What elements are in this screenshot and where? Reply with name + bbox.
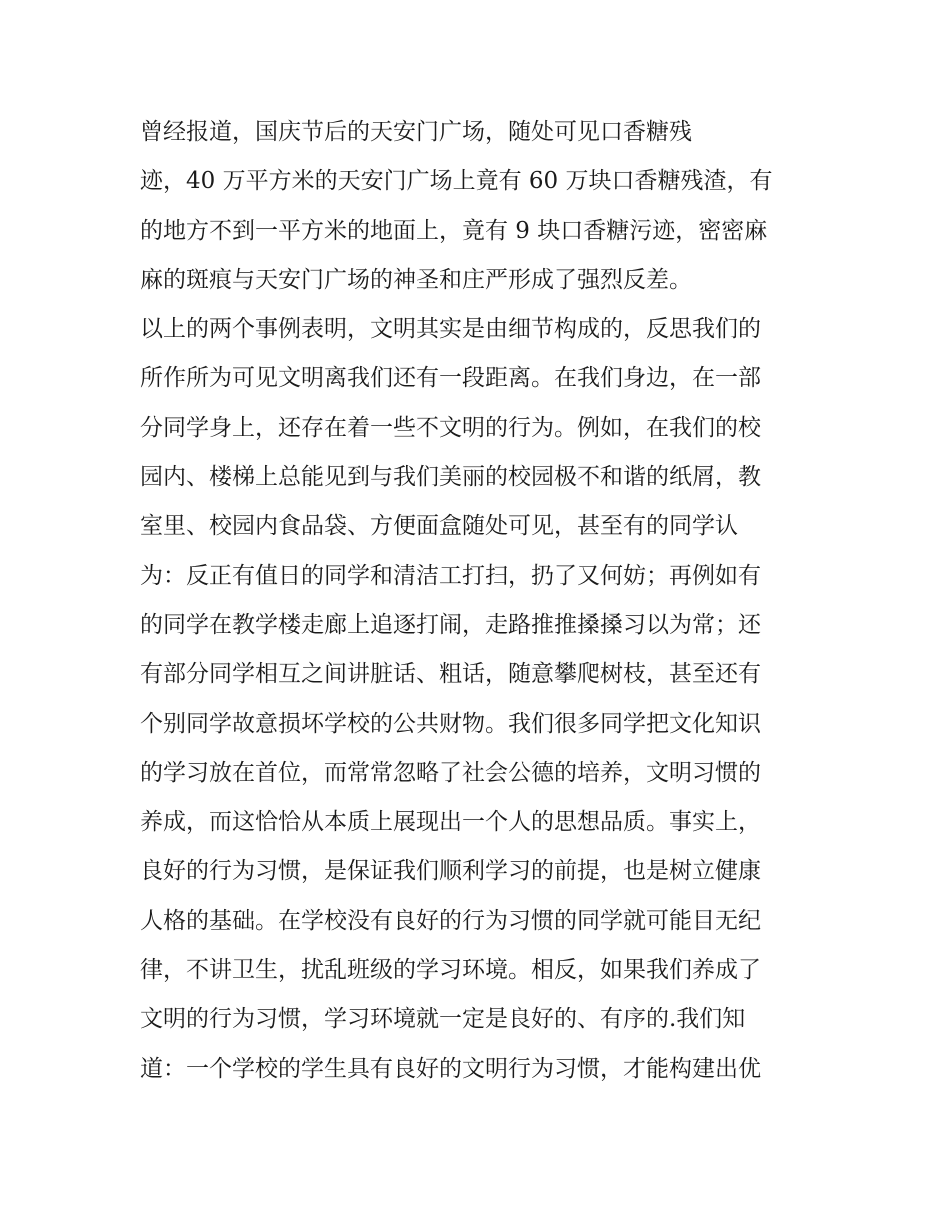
text-line: 曾经报道，国庆节后的天安门广场，随处可见口香糖残 — [140, 119, 692, 145]
text-line: 的地方不到一平方米的地面上，竟有 9 块口香糖污迹，密密麻 — [140, 217, 768, 244]
text-line: 分同学身上，还存在着一些不文明的行为。例如，在我们的校 — [140, 414, 761, 441]
text-line: 麻的斑痕与天安门广场的神圣和庄严形成了强烈反差。 — [140, 266, 692, 293]
text-line: 的同学在教学楼走廊上追逐打闹，走路推推搡搡习以为常；还 — [140, 611, 761, 638]
text-line: 文明的行为习惯，学习环境就一定是良好的、有序的.我们知 — [140, 1006, 746, 1033]
text-line: 所作所为可见文明离我们还有一段距离。在我们身边，在一部 — [140, 365, 761, 392]
text-line: 人格的基础。在学校没有良好的行为习惯的同学就可能目无纪 — [140, 907, 761, 934]
text-line: 有部分同学相互之间讲脏话、粗话，随意攀爬树枝，甚至还有 — [140, 661, 761, 688]
text-line: 律，不讲卫生，扰乱班级的学习环境。相反，如果我们养成了 — [140, 957, 761, 984]
text-line: 园内、楼梯上总能见到与我们美丽的校园极不和谐的纸屑，教 — [140, 464, 761, 491]
text-line: 个别同学故意损坏学校的公共财物。我们很多同学把文化知识 — [140, 710, 761, 737]
text-line: 室里、校园内食品袋、方便面盒随处可见，甚至有的同学认 — [140, 513, 738, 540]
text-line: 迹，40 万平方米的天安门广场上竟有 60 万块口香糖残渣，有 — [140, 168, 773, 195]
text-line: 的学习放在首位，而常常忽略了社会公德的培养，文明习惯的 — [140, 759, 761, 786]
text-line: 以上的两个事例表明，文明其实是由细节构成的，反思我们的 — [140, 316, 761, 343]
text-line: 良好的行为习惯，是保证我们顺利学习的前提，也是树立健康 — [140, 858, 761, 885]
text-line: 养成，而这恰恰从本质上展现出一个人的思想品质。事实上， — [140, 809, 761, 836]
text-line: 道：一个学校的学生具有良好的文明行为习惯，才能构建出优 — [140, 1055, 761, 1082]
text-line: 为：反正有值日的同学和清洁工打扫，扔了又何妨；再例如有 — [140, 562, 761, 589]
body-text — [140, 108, 830, 1094]
